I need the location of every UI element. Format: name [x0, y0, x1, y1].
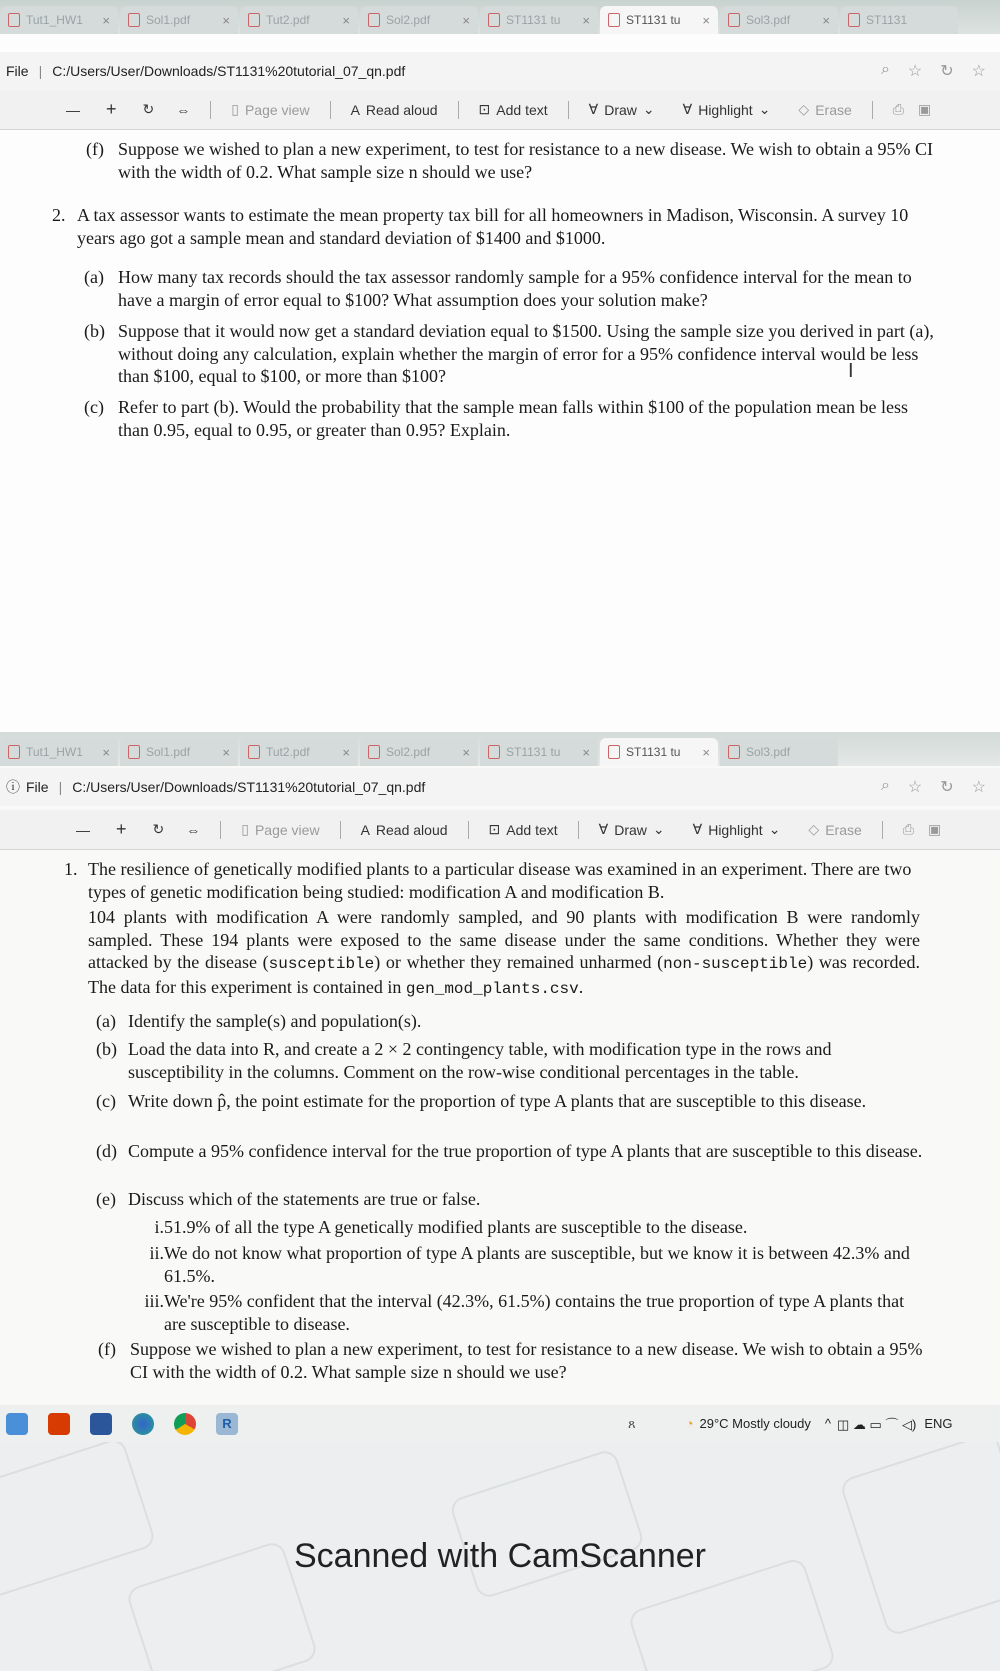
- pdf-page-top: [0, 130, 1000, 730]
- camscanner-footer: [0, 1442, 1000, 1671]
- pdf-icon: [368, 745, 380, 759]
- q1-description: 104 plants with modification A were randomly sampled, and 90 plants with modification B were randomly sampled. These 194 plants were exposed to the same disease under the same conditions. Whether they were attacked by the disease (susceptible) or whether they remained unharmed (non-susceptible) was recorded. The data for this experiment is contained in gen_mod_plants.csv.: [88, 907, 920, 998]
- close-tab-icon[interactable]: ×: [342, 744, 350, 760]
- close-tab-icon[interactable]: ×: [582, 12, 590, 28]
- read-aloud-icon: A: [360, 821, 370, 838]
- address-bar[interactable]: File | C:/Users/User/Downloads/ST1131%20tutorial_07_qn.pdf ⌕ ☆ ↻ ☆: [0, 52, 1000, 90]
- page-view-icon: ▯: [231, 101, 239, 117]
- text-cursor-icon: I: [848, 360, 854, 382]
- office-icon[interactable]: [48, 1413, 70, 1435]
- address-bar[interactable]: ⓘ File | C:/Users/User/Downloads/ST1131%20tutorial_07_qn.pdf ⌕ ☆ ↻ ☆: [0, 768, 1000, 806]
- pdf-icon: [128, 13, 140, 27]
- pdf-icon: [248, 13, 260, 27]
- print-icon[interactable]: ⎙: [902, 821, 914, 837]
- browser-tab[interactable]: Sol1.pdf ×: [120, 6, 238, 34]
- favorite-star-icon[interactable]: ☆: [907, 63, 923, 80]
- save-icon[interactable]: ▣: [927, 821, 942, 837]
- page-view-icon: ▯: [241, 821, 249, 837]
- screen-capture-bottom: [0, 732, 1000, 1442]
- highlight-icon: ∀: [682, 101, 693, 117]
- code-susceptible: susceptible: [268, 955, 375, 973]
- q1b-text: Load the data into R, and create a 2 × 2 contingency table, with modification type in the rows and susceptibility in the columns. Comment on the row-wise conditional percentages in the table.: [128, 1039, 832, 1082]
- browser-tab[interactable]: ST1131 tu ×: [480, 6, 598, 34]
- q1f-label: (f): [98, 1339, 116, 1359]
- erase-button[interactable]: ◇ Erase: [808, 821, 862, 838]
- fit-width-icon[interactable]: ⇔: [176, 101, 191, 118]
- browser-tab[interactable]: ST1131 tu ×: [480, 738, 598, 766]
- q1e-ii-label: ii.: [149, 1243, 164, 1263]
- zoom-in-button[interactable]: +: [116, 819, 127, 839]
- decorative-shape: [448, 1448, 646, 1601]
- read-aloud-icon: A: [350, 101, 360, 118]
- q1c-text: Write down p̂, the point estimate for the proportion of type A plants that are susceptible to this disease.: [128, 1091, 867, 1111]
- q1e-text: Discuss which of the statements are true or false.: [128, 1189, 481, 1209]
- q1c-label: (c): [96, 1091, 116, 1111]
- code-filename: gen_mod_plants.csv: [405, 979, 579, 998]
- zoom-search-icon[interactable]: ⌕: [880, 777, 890, 794]
- pdf-icon: [8, 13, 20, 27]
- erase-button[interactable]: ◇ Erase: [798, 101, 852, 118]
- file-label: File: [26, 779, 49, 795]
- close-tab-icon[interactable]: ×: [702, 744, 710, 760]
- code-non-susceptible: non-susceptible: [663, 955, 808, 973]
- collections-icon[interactable]: ☆: [971, 779, 986, 796]
- browser-tab[interactable]: Sol3.pdf: [720, 738, 838, 766]
- close-tab-icon[interactable]: ×: [222, 744, 230, 760]
- q1a-label: (a): [96, 1011, 116, 1031]
- browser-tab[interactable]: Sol2.pdf ×: [360, 738, 478, 766]
- people-icon[interactable]: ጸ: [628, 1415, 636, 1431]
- mail-icon[interactable]: [6, 1413, 28, 1435]
- close-tab-icon[interactable]: ×: [822, 12, 830, 28]
- read-aloud-button[interactable]: A Read aloud: [350, 101, 438, 118]
- tray-icons[interactable]: ◫ ☁ ▭ ⌒ ◁): [837, 1417, 917, 1432]
- browser-tab[interactable]: Tut2.pdf ×: [240, 6, 358, 34]
- zoom-in-button[interactable]: +: [106, 99, 117, 119]
- collections-icon[interactable]: ☆: [971, 63, 986, 80]
- browser-tab[interactable]: Sol1.pdf ×: [120, 738, 238, 766]
- page-view-button[interactable]: ▯ Page view: [231, 101, 310, 118]
- info-icon: ⓘ: [6, 779, 20, 795]
- close-tab-icon[interactable]: ×: [222, 12, 230, 28]
- close-tab-icon[interactable]: ×: [342, 12, 350, 28]
- screen-capture-top: [0, 0, 1000, 732]
- chevron-down-icon: ⌄: [642, 101, 655, 117]
- pdf-toolbar: [0, 810, 1000, 850]
- q2a-label: (a): [84, 267, 104, 287]
- zoom-search-icon[interactable]: ⌕: [880, 61, 890, 78]
- browser-tab[interactable]: Tut1_HW1 ×: [0, 738, 118, 766]
- address-text[interactable]: C:/Users/User/Downloads/ST1131%20tutorial_07_qn.pdf: [52, 63, 406, 79]
- pdf-icon: [488, 13, 500, 27]
- pdf-page-bottom: [0, 850, 1000, 1410]
- pdf-icon: [608, 745, 620, 759]
- chevron-down-icon: ⌄: [768, 821, 781, 837]
- print-icon[interactable]: ⎙: [892, 101, 904, 117]
- q2a-text: How many tax records should the tax assessor randomly sample for a 95% confidence interval for the mean to have a margin of error equal to $100? What assumption does your solution make?: [118, 267, 912, 310]
- eraser-icon: ◇: [798, 101, 810, 117]
- q1-intro: The resilience of genetically modified plants to a particular disease was examined in an experiment. There are two types of genetic modification being studied: modification A and modification B.: [88, 859, 912, 902]
- zoom-out-button[interactable]: —: [76, 821, 90, 838]
- q1e-iii-text: We're 95% confident that the interval (42.3%, 61.5%) contains the true proportion of type A plants that are susceptible to disease.: [164, 1291, 905, 1334]
- close-tab-icon[interactable]: ×: [702, 12, 710, 28]
- pdf-icon: [368, 13, 380, 27]
- rotate-icon[interactable]: ↻: [142, 101, 155, 117]
- pdf-icon: [248, 745, 260, 759]
- pdf-icon: [728, 745, 740, 759]
- close-tab-icon[interactable]: ×: [582, 744, 590, 760]
- weather-text[interactable]: 29°C Mostly cloudy: [699, 1416, 811, 1431]
- page-view-button[interactable]: ▯ Page view: [241, 821, 320, 838]
- browser-tab-active[interactable]: ST1131 tu ×: [600, 738, 718, 766]
- browser-tab[interactable]: ST1131: [840, 6, 958, 34]
- word-icon[interactable]: [90, 1413, 112, 1435]
- q1f-label: (f): [86, 139, 104, 159]
- file-label: File: [6, 63, 29, 79]
- q2-text: A tax assessor wants to estimate the mean property tax bill for all homeowners in Madison, Wisconsin. A survey 10 years ago got a sample mean and standard deviation of $1400 and $1000.: [77, 205, 909, 248]
- q2b-text: Suppose that it would now get a standard deviation equal to $1500. Using the sample size you derived in part (a), without doing any calculation, explain whether the margin of error for a 95% confidence interval would be less than $100, equal to $100, or more than $100?: [118, 321, 934, 386]
- draw-icon: ∀: [598, 821, 609, 837]
- eraser-icon: ◇: [808, 821, 820, 837]
- favorite-star-icon[interactable]: ☆: [907, 779, 923, 796]
- pdf-icon: [728, 13, 740, 27]
- add-text-button[interactable]: ⊡ Add text: [478, 101, 548, 118]
- browser-tab[interactable]: Tut1_HW1 ×: [0, 6, 118, 34]
- q1e-ii-text: We do not know what proportion of type A plants are susceptible, but we know it is between 42.3% and 61.5%.: [164, 1243, 910, 1286]
- add-text-button[interactable]: ⊡ Add text: [488, 821, 558, 838]
- add-text-icon: ⊡: [478, 101, 491, 117]
- q1a-text: Identify the sample(s) and population(s).: [128, 1011, 422, 1031]
- q2c-text: Refer to part (b). Would the probability that the sample mean falls within $100 of the population mean be less than 0.95, equal to 0.95, or greater than 0.95? Explain.: [118, 397, 909, 440]
- chrome-icon[interactable]: [174, 1413, 196, 1435]
- q2-number: 2.: [52, 205, 66, 225]
- draw-icon: ∀: [588, 101, 599, 117]
- chevron-down-icon: ⌄: [758, 101, 771, 117]
- refresh-icon[interactable]: ↻: [940, 779, 954, 796]
- highlight-icon: ∀: [692, 821, 703, 837]
- read-aloud-button[interactable]: A Read aloud: [360, 821, 448, 838]
- q2c-label: (c): [84, 397, 104, 417]
- chevron-up-icon[interactable]: ^: [824, 1416, 832, 1431]
- pdf-icon: [8, 745, 20, 759]
- browser-tab-active[interactable]: ST1131 tu ×: [600, 6, 718, 34]
- q1e-iii-label: iii.: [144, 1291, 164, 1311]
- draw-button[interactable]: ∀ Draw ⌄: [588, 101, 655, 118]
- pdf-icon: [488, 745, 500, 759]
- zoom-out-button[interactable]: —: [66, 101, 80, 118]
- add-text-icon: ⊡: [488, 821, 501, 837]
- q2b-label: (b): [84, 321, 105, 341]
- q1d-label: (d): [96, 1141, 117, 1161]
- q1-number: 1.: [64, 859, 78, 879]
- close-tab-icon[interactable]: ×: [462, 744, 470, 760]
- weather-icon: ◔: [685, 1416, 694, 1431]
- highlight-button[interactable]: ∀ Highlight ⌄: [682, 101, 771, 118]
- windows-taskbar: [0, 1405, 1000, 1442]
- q1f-text: Suppose we wished to plan a new experiment, to test for resistance to a new disease. We wish to obtain a 95% CI with the width of 0.2. What sample size n should we use?: [118, 139, 934, 182]
- draw-button[interactable]: ∀ Draw ⌄: [598, 821, 665, 838]
- pdf-icon: [848, 13, 860, 27]
- decorative-shape: [0, 1442, 157, 1602]
- address-text[interactable]: C:/Users/User/Downloads/ST1131%20tutorial_07_qn.pdf: [72, 779, 426, 795]
- browser-tab-bar: [0, 0, 1000, 34]
- close-tab-icon[interactable]: ×: [462, 12, 470, 28]
- save-icon[interactable]: ▣: [917, 101, 932, 117]
- language-indicator[interactable]: ENG: [924, 1416, 953, 1431]
- camscanner-watermark: Scanned with CamScanner: [293, 1537, 706, 1575]
- close-tab-icon[interactable]: ×: [102, 744, 110, 760]
- chevron-down-icon: ⌄: [652, 821, 665, 837]
- r-icon[interactable]: R: [216, 1413, 238, 1435]
- pdf-icon: [608, 13, 620, 27]
- q1e-i-label: i.: [154, 1217, 164, 1237]
- rotate-icon[interactable]: ↻: [152, 821, 165, 837]
- fit-width-icon[interactable]: ⇔: [186, 821, 201, 838]
- q1b-label: (b): [96, 1039, 117, 1059]
- q1f-text: Suppose we wished to plan a new experiment, to test for resistance to a new disease. We wish to obtain a 95% CI with the width of 0.2. What sample size n should we use?: [130, 1339, 923, 1382]
- edge-icon[interactable]: [132, 1413, 154, 1435]
- browser-tab-bar: [0, 732, 1000, 766]
- pdf-toolbar: [0, 90, 1000, 130]
- browser-tab[interactable]: Sol2.pdf ×: [360, 6, 478, 34]
- q1d-text: Compute a 95% confidence interval for the true proportion of type A plants that are susceptible to this disease.: [128, 1141, 923, 1161]
- highlight-button[interactable]: ∀ Highlight ⌄: [692, 821, 781, 838]
- refresh-icon[interactable]: ↻: [940, 63, 954, 80]
- close-tab-icon[interactable]: ×: [102, 12, 110, 28]
- pdf-icon: [128, 745, 140, 759]
- browser-tab[interactable]: Sol3.pdf ×: [720, 6, 838, 34]
- browser-tab[interactable]: Tut2.pdf ×: [240, 738, 358, 766]
- q1e-i-text: 51.9% of all the type A genetically modified plants are susceptible to the disease.: [164, 1217, 748, 1237]
- q1e-label: (e): [96, 1189, 116, 1209]
